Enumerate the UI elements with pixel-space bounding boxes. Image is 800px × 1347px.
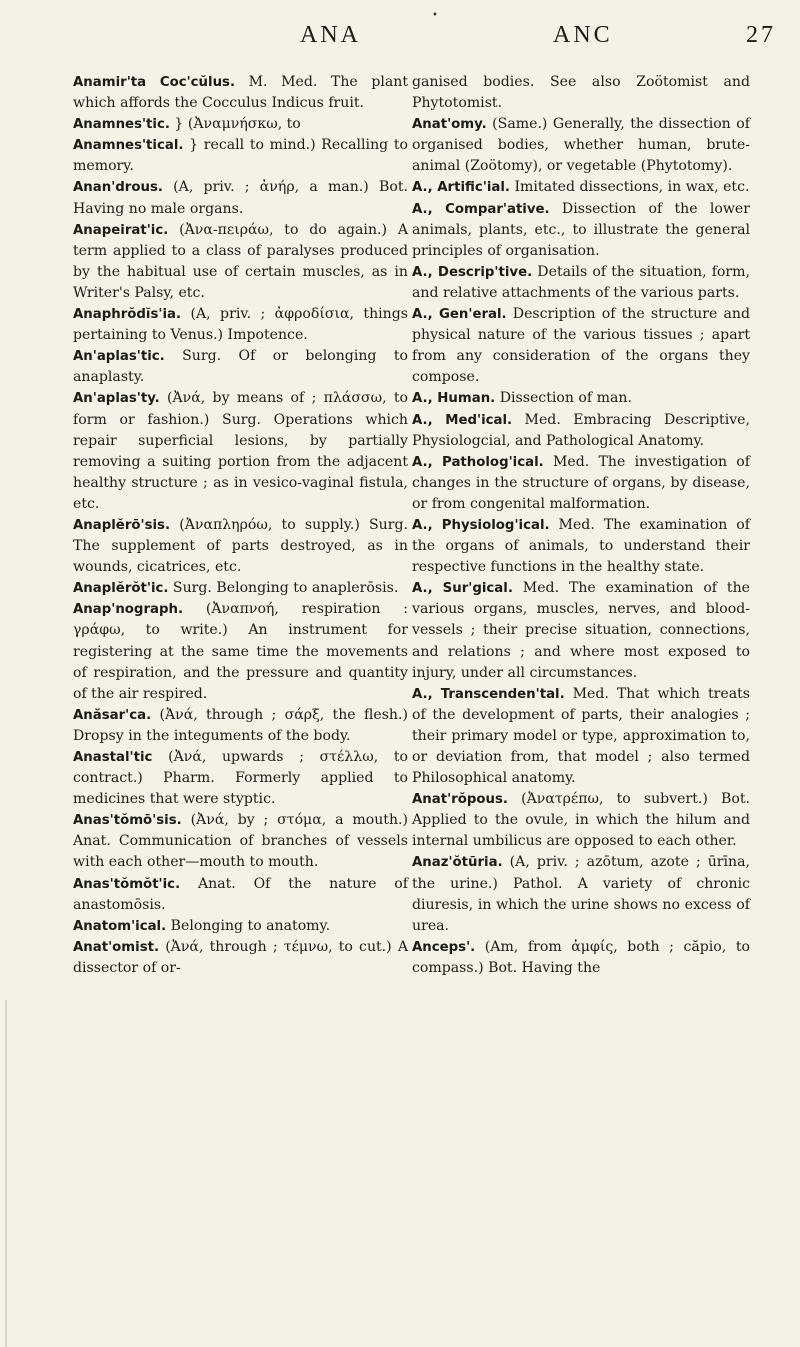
entry-definition: Surg. Of or belonging to anaplasty.: [73, 348, 408, 386]
dictionary-entry: [412, 262, 750, 304]
entry-definition: (Am, from ἀμφίς, both ; căpio, to compass.) Bot. Having the: [412, 938, 750, 976]
entry-headword: A., Transcenden'tal.: [412, 686, 565, 702]
entry-definition: (A, priv. ; ἀφροδίσια, things pertaining to Venus.) Impotence.: [73, 306, 408, 344]
entry-headword: Anapeirat'ic.: [73, 222, 169, 238]
dictionary-entry: [412, 852, 750, 936]
dictionary-entry: [73, 599, 408, 704]
entry-headword: Anaplĕrŏt'ic.: [73, 581, 169, 597]
entry-headword: Anamnes'tic.: [73, 117, 170, 133]
entry-definition: Anat. Of the nature of anastomōsis.: [73, 875, 408, 913]
page-number: 27: [746, 22, 776, 48]
dictionary-entry: [412, 72, 750, 114]
entry-headword: Anamir'ta Coc'cŭlus.: [73, 75, 236, 90]
entry-headword: Anas'tŏmō'sis.: [73, 813, 182, 829]
entry-headword: A., Descrip'tive.: [412, 264, 533, 280]
dictionary-entry: [73, 220, 408, 304]
entry-definition: Med. The investigation of changes in the structure of organs, by disease, or from congenital malformation.: [412, 453, 750, 512]
dictionary-entry: [412, 199, 750, 262]
entry-headword: A., Sur'gical.: [412, 581, 513, 597]
entry-definition: (Ἀναπληρόω, to supply.) Surg. The supplement of parts destroyed, as in wounds, cicatrices, etc.: [73, 516, 408, 576]
entry-headword: Anastal'tic: [73, 750, 153, 765]
entry-definition: (Ἀνά, by means of ; πλάσσω, to form or fashion.) Surg. Operations which repair superficial lesions, by partially removing a suiting portion from the adjacent healthy structure ; as in vesico-vaginal fistula, etc.: [73, 390, 408, 512]
entry-definition: Imitated dissections, in wax, etc.: [509, 179, 750, 196]
entry-headword: An'aplas'tic.: [73, 349, 165, 365]
entry-headword: Anaplĕrō'sis.: [73, 517, 171, 533]
dictionary-entry: [73, 937, 408, 979]
entry-headword: Anap'nograph.: [73, 602, 184, 618]
dictionary-entry: [412, 515, 750, 578]
dictionary-entry: [412, 452, 750, 515]
entry-headword: A., Artific'ial.: [412, 180, 510, 196]
page-edge-shadow: [5, 1000, 7, 1347]
entry-headword: Anan'drous.: [73, 180, 163, 196]
entry-headword: A., Compar'ative.: [412, 201, 550, 217]
entry-headword: Anatom'ical.: [73, 918, 167, 934]
dictionary-entry: [73, 578, 408, 599]
entry-definition: Details of the situation, form, and relative attachments of the various parts.: [412, 263, 750, 301]
dictionary-entry: [412, 410, 750, 452]
entry-definition: (Ἀνατρέπω, to subvert.) Bot. Applied to the ovule, in which the hilum and internal umbilicus are opposed to each other.: [412, 791, 750, 850]
entry-headword: Anat'omist.: [73, 939, 160, 955]
entry-definition: Med. Embracing Descriptive, Physiologcial, and Pathological Anatomy.: [412, 411, 750, 449]
entry-definition: } recall to mind.) Recalling to memory.: [73, 137, 408, 175]
entry-definition: Surg. Belonging to anaplerōsis.: [168, 580, 399, 597]
entry-headword: Anaphrŏdĭs'ia.: [73, 307, 182, 323]
entry-definition: Description of the structure and physical nature of the various tissues ; apart from any consideration of the organs they compose.: [412, 306, 750, 386]
dictionary-entry: [412, 304, 750, 388]
entry-definition: (Same.) Generally, the dissection of organised bodies, whether human, brute-animal (Zoötomy), or vegetable (Phytotomy).: [412, 116, 750, 175]
entry-headword: A., Gen'eral.: [412, 307, 507, 323]
entry-definition: (A, priv. ; ἀνήρ, a man.) Bot. Having no male organs.: [73, 179, 408, 217]
entry-definition: (Ἀνα-πειράω, to do again.) A term applied to a class of paralyses produced by the habitual use of certain muscles, as in Writer's Palsy, etc.: [73, 221, 408, 301]
dictionary-entry: [412, 937, 750, 979]
page-header: [0, 22, 800, 62]
dictionary-entry: [73, 874, 408, 916]
entry-definition: Med. The examination of the various organs, muscles, nerves, and blood-vessels ; their precise situation, connections, and relations ; and where most exposed to injury, under all circumstances.: [412, 580, 750, 681]
entry-headword: Anamnes'tical.: [73, 138, 184, 154]
dictionary-entry: [73, 177, 408, 219]
right-column: [412, 72, 750, 979]
entry-headword: An'aplas'ty.: [73, 391, 160, 407]
dictionary-entry: [73, 346, 408, 388]
dictionary-entry: [73, 747, 408, 810]
dictionary-entry: [73, 515, 408, 578]
entry-definition: } (Ἀναμνήσκω, to: [169, 116, 301, 133]
entry-headword: Anăsar'ca.: [73, 707, 152, 723]
entry-headword: A., Med'ical.: [412, 412, 513, 428]
dictionary-entry: [73, 705, 408, 747]
dictionary-entry: [412, 177, 750, 198]
entry-definition: Belonging to anatomy.: [166, 917, 331, 934]
dictionary-entry: [412, 789, 750, 852]
entry-headword: A., Patholog'ical.: [412, 454, 544, 470]
entry-definition: (Ἀνά, upwards ; στέλλω, to contract.) Pharm. Formerly applied to medicines that were styptic.: [73, 749, 408, 808]
entry-definition: Dissection of man.: [495, 390, 632, 407]
entry-headword: A., Human.: [412, 391, 496, 407]
dictionary-entry: [412, 578, 750, 683]
left-column: [73, 72, 408, 979]
entry-headword: Anat'omy.: [412, 117, 487, 133]
entry-definition: Med. The examination of the organs of animals, to understand their respective functions in the healthy state.: [412, 516, 751, 576]
entry-definition: (A, priv. ; azōtum, azote ; ūrīna, the urine.) Pathol. A variety of chronic diuresis, in which the urine shows no excess of urea.: [412, 854, 750, 934]
dictionary-entry: [73, 135, 408, 177]
header-right-word: ANC: [553, 22, 613, 48]
dictionary-entry: [73, 304, 408, 346]
entry-headword: Anas'tŏmŏt'ic.: [73, 876, 181, 892]
bullet-mark: •: [432, 10, 438, 21]
dictionary-entry: [73, 72, 408, 114]
dictionary-entry: [73, 810, 408, 873]
entry-definition: ganised bodies. See also Zoötomist and Phytotomist.: [412, 74, 750, 112]
dictionary-entry: [412, 388, 750, 409]
entry-definition: (Ἀνά, by ; στόμα, a mouth.) Anat. Communication of branches of vessels with each other—mouth to mouth.: [73, 812, 408, 871]
dictionary-entry: [412, 114, 750, 177]
dictionary-entry: [73, 388, 408, 515]
entry-headword: Anceps'.: [412, 939, 476, 955]
dictionary-entry: [73, 916, 408, 937]
entry-definition: Dissection of the lower animals, plants, etc., to illustrate the general principles of organisation.: [412, 200, 750, 259]
dictionary-entry: [412, 684, 750, 789]
entry-definition: (Ἀναπνοή, respiration : γράφω, to write.) An instrument for registering at the same time the movements of respiration, and the pressure and quantity of the air respired.: [73, 601, 408, 702]
entry-headword: Anaz'ŏtūria.: [412, 855, 503, 871]
dictionary-entry: [73, 114, 408, 135]
entry-definition: M. Med. The plant which affords the Cocculus Indicus fruit.: [73, 74, 408, 112]
entry-definition: (Ἀνά, through ; τέμνω, to cut.) A dissector of or-: [73, 938, 408, 976]
header-left-word: ANA: [300, 22, 361, 48]
entry-definition: Med. That which treats of the development of parts, their analogies ; their primary model or type, approximation to, or deviation from, that model ; also termed Philosophical anatomy.: [412, 685, 750, 787]
entry-headword: A., Physiolog'ical.: [412, 517, 550, 533]
entry-headword: Anat'rŏpous.: [412, 792, 508, 808]
entry-definition: (Ἀνά, through ; σάρξ, the flesh.) Dropsy in the integuments of the body.: [73, 706, 408, 744]
